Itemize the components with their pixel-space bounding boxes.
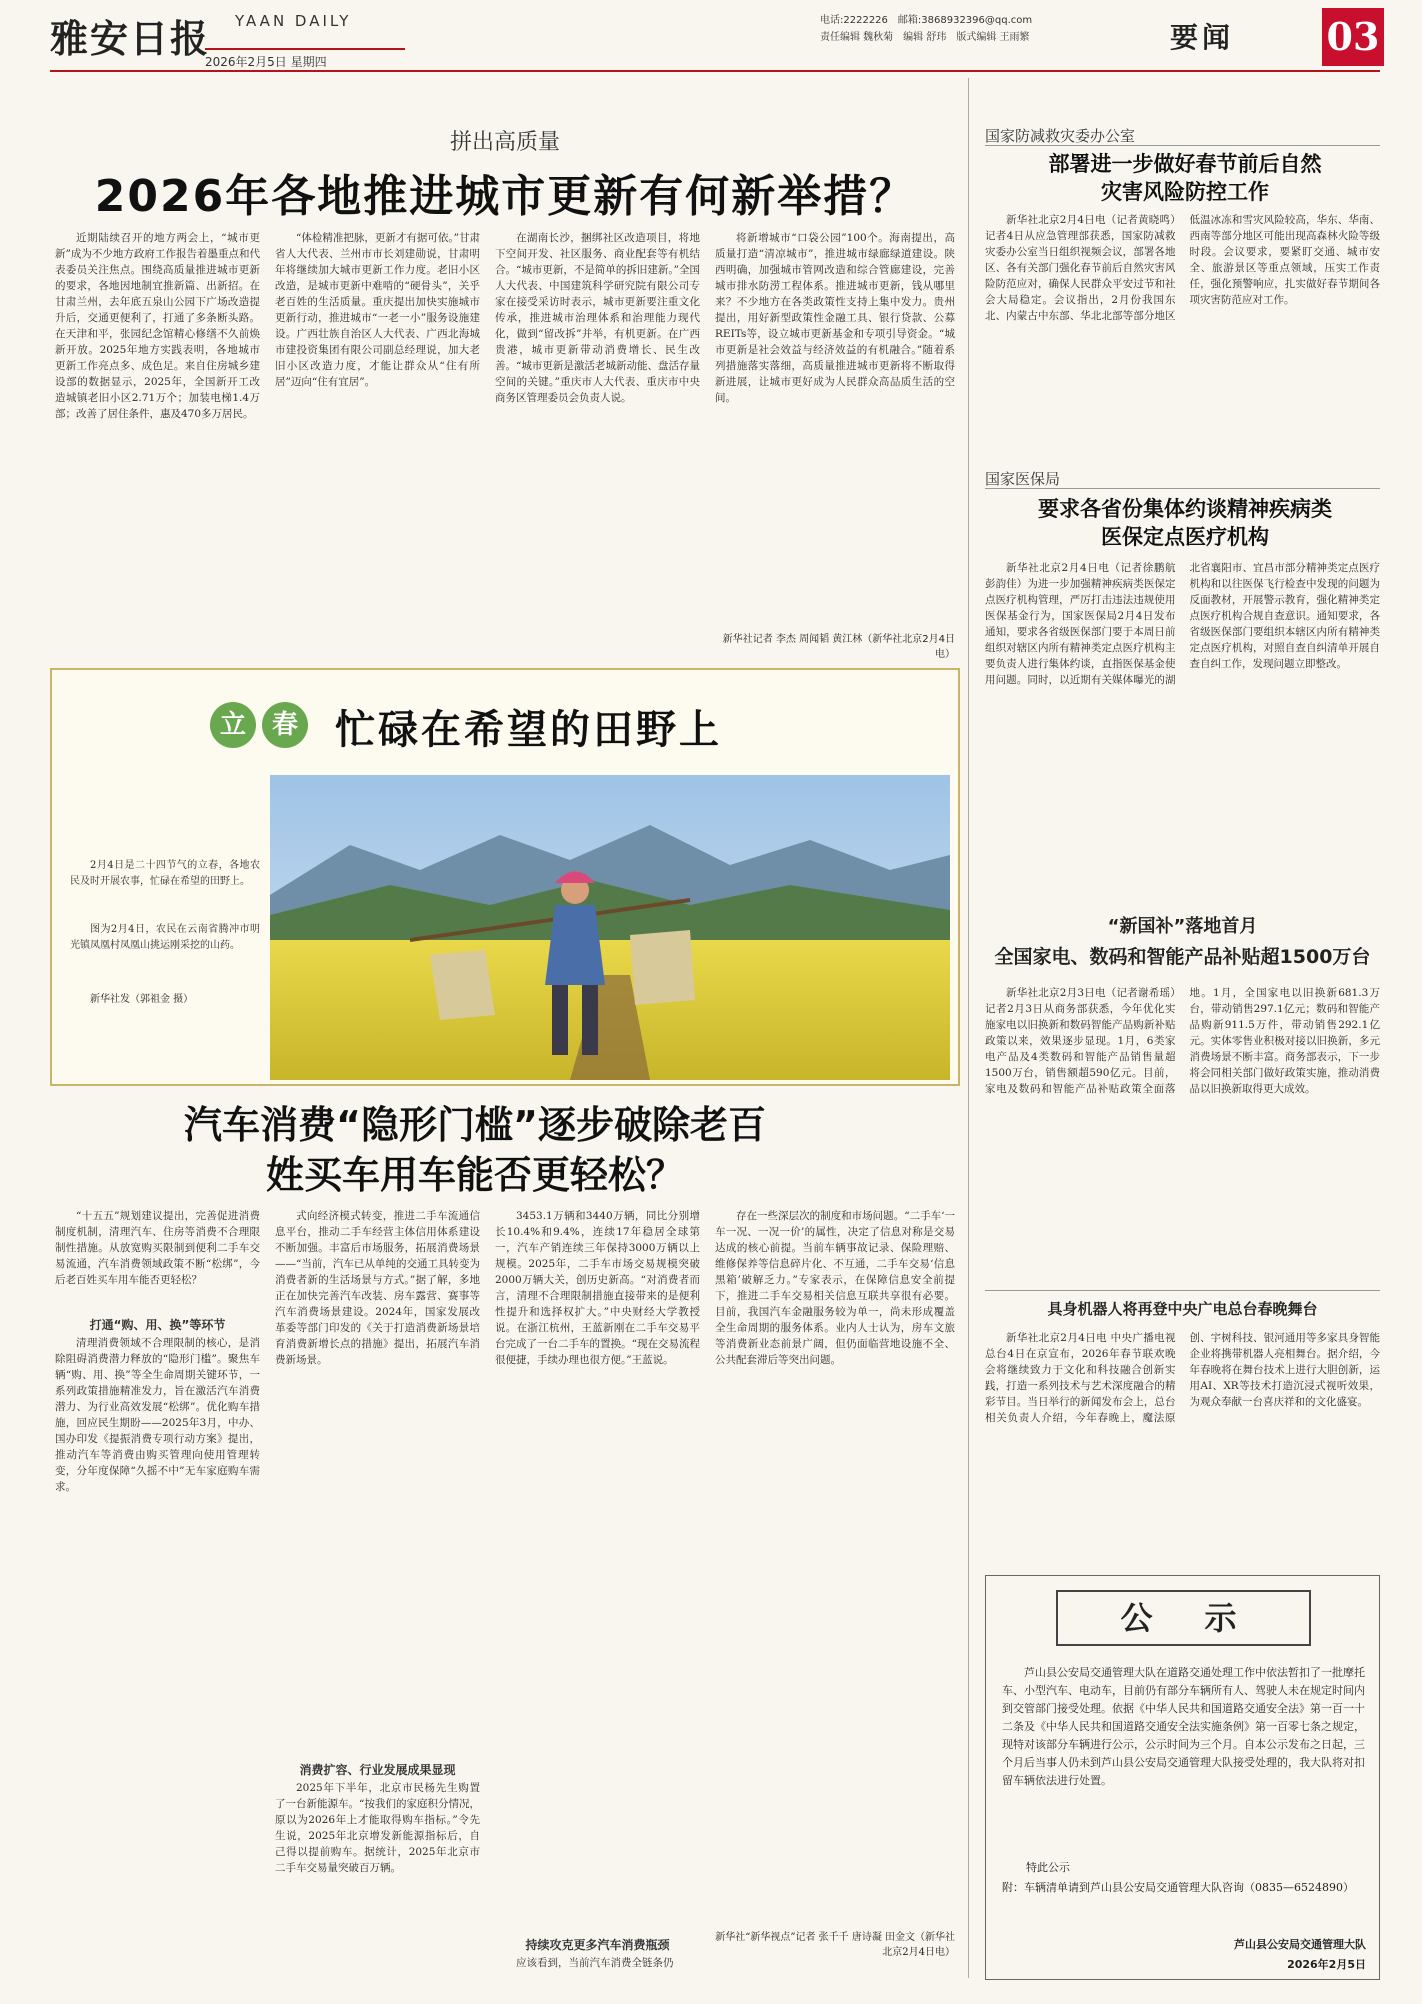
subsidy-headline: 全国家电、数码和智能产品补贴超1500万台: [994, 946, 1371, 968]
notice-title: 公 示: [1056, 1590, 1311, 1646]
contact-line: 电话:2222226 邮箱:3868932396@qq.com: [820, 15, 1033, 26]
notice-closing: 特此公示: [1026, 1861, 1070, 1874]
rapeseed-field-photo: [270, 775, 950, 1080]
column-divider: [968, 78, 969, 1978]
newspaper-name-en: YAAN DAILY: [235, 12, 352, 30]
notice-date: 2026年2月5日: [1287, 1958, 1366, 1971]
auto-col-2: 式向经济模式转变，推进二手车流通信息平台，推动二手车经营主体信用体系建设不断加强。丰富后市场服务，拓展消费场景——“当前，汽车已从单纯的交通工具转变为消费者新的生活场景与方式。”据了解，多地正在加快完善汽车改装、房车露营、赛事等汽车消费场景建设。2024年，国家发展改革委等部门印发的《关于打造消费新场景培育消费新增长点的措施》提出，拓展汽车消费新场景。: [275, 1210, 480, 1366]
lead-headline: 2026年各地推进城市更新有何新举措？: [94, 171, 916, 222]
feature-credit: 新华社发（郭祖金 摄）: [90, 994, 194, 1005]
auto-col-3b: 应该看到，当前汽车消费全链条仍: [516, 1957, 674, 1969]
lead-col-3: 在湖南长沙，捆绑社区改造项目，将地下空间开发、社区服务、商业配套等有机结合。“城市更新，不是简单的拆旧建新。”全国人大代表、中国建筑科学研究院有限公司专家在接受采访时表示，城市更新要注重文化传承，推进城市治理体系和治理能力现代化，做到“留改拆”并举，有机更新。在广西贵港，城市更新带动消费增长、民生改善。“城市更新是激活老城新动能、盘活存量空间的关键。”重庆市人大代表、重庆市中央商务区管理委员会负责人说。: [495, 232, 700, 404]
masthead: [50, 8, 1380, 68]
notice-body: 芦山县公安局交通管理大队在道路交通处理工作中依法暂扣了一批摩托车、小型汽车、电动车，目前仍有部分车辆所有人、驾驶人未在规定时间内到交管部门接受处理。依据《中华人民共和国道路交通安全法》第一百一十二条及《中华人民共和国道路交通安全法实施条例》第一百零七条之规定，现特对该部分车辆进行公示，公示时间为三个月。自本公示发布之日起，三个月后当事人仍未到芦山县公安局交通管理大队接受处理的，我大队将对扣留车辆依法进行处置。: [1002, 1666, 1365, 1787]
auto-subhead-3: 持续攻克更多汽车消费瓶颈: [525, 1938, 670, 1952]
feature-photo: [270, 775, 950, 1080]
section-rule: [985, 1290, 1380, 1291]
auto-headline: 汽车消费“隐形门槛”逐步破除老百姓买车用车能否更轻松？: [184, 1103, 766, 1197]
robot-headline: 具身机器人将再登中央广电总台春晚舞台: [1047, 1300, 1318, 1318]
feature-caption-2: 图为2月4日，农民在云南省腾冲市明光镇凤凰村凤凰山挑运刚采挖的山药。: [70, 924, 260, 951]
robot-body: 新华社北京2月4日电 中央广播电视总台4日在京宣布，2026年春节联欢晚会将继续致力于文化和科技融合创新实践，打造一系列技术与艺术深度融合的精彩节目。当日举行的新闻发布会上，总台相关负责人介绍，今年春晚上，魔法原创、宇树科技、银河通用等多家具身智能企业将携带机器人亮相舞台。据介绍，今年春晚将在舞台技术上进行大胆创新，运用AI、XR等技术打造沉浸式视听效果，为观众奉献一台喜庆祥和的文化盛宴。: [985, 1332, 1380, 1424]
section-rule: [985, 488, 1380, 489]
auto-col-3: 3453.1万辆和3440万辆，同比分别增长10.4%和9.4%，连续17年稳居全球第一，汽车产销连续三年保持3000万辆以上规模。2025年，二手车市场交易规模突破2000万辆大关，创历史新高。“对消费者而言，清理不合理限制措施直接带来的是便利性提升和选择权扩大。”中央财经大学教授说。在浙江杭州，王蓝新刚在二手车交易平台完成了一台二手车的置换。“现在交易流程很便捷，手续办理也很方便。”王蓝说。: [495, 1210, 700, 1366]
auto-subhead-1: 打通“购、用、换”等环节: [89, 1318, 226, 1332]
section-title: 要闻: [1170, 21, 1235, 54]
auto-col-1-intro: “十五五”规划建议提出，完善促进消费制度机制，清理汽车、住房等消费不合理限制性措施。从放宽购买限制到便利二手车交易流通，汽车消费领域政策不断“松绑”，今后老百姓买车用车能否更轻松？: [55, 1210, 260, 1286]
lead-col-2: “体检精准把脉，更新才有据可依。”甘肃省人大代表、兰州市市长刘建勋说，甘肃明年将继续加大城市更新工作力度。老旧小区改造，是城市更新中难啃的“硬骨头”，关乎老百姓的生活质量。重庆提出加快实施城市更新行动，推进城市“一老一小”服务设施建设。广西壮族自治区人大代表、广西北海城市建投资集团有限公司副总经理说，加大老旧小区改造力度，才能让群众从“住有所居”迈向“住有宜居”。: [275, 232, 480, 388]
section-rule: [985, 145, 1380, 146]
badge-li: 立: [210, 702, 256, 748]
notice-org: 芦山县公安局交通管理大队: [1234, 1938, 1366, 1951]
feature-title: 忙碌在希望的田野上: [335, 707, 722, 753]
auto-col-4: 存在一些深层次的制度和市场问题。“二手车‘一车一况、一况一价’的属性，决定了信息对称是交易达成的核心前提。当前车辆事故记录、保险理赔、维修保养等信息碎片化、不互通，二手车交易‘信息黑箱’破解乏力。”专家表示，在保障信息安全前提下，推进二手车交易相关信息互联共享很有必要。目前，我国汽车金融服务较为单一，尚未形成覆盖全生命周期的服务体系。业内人士认为，房车文旅等消费新业态前景广阔，但仍面临营地设施不全、公共配套滞后等突出问题。: [715, 1210, 955, 1366]
notice-box: [985, 1575, 1380, 1980]
issue-date: 2026年2月5日 星期四: [205, 48, 405, 70]
subsidy-body: 新华社北京2月3日电（记者谢希瑶）记者2月3日从商务部获悉，今年优化实施家电以旧换新和数码智能产品购新补贴政策以来，效果逐步显现。1月，6类家电产品及4类数码和智能产品销售量超1500万台，销售额超590亿元。目前，家电及数码和智能产品补贴政策全面落地。1月，全国家电以旧换新681.3万台，带动销售297.1亿元；数码和智能产品购新911.5万件，带动销售292.1亿元。实体零售业积极对接以旧换新，多元消费场景不断丰富。商务部表示，下一步将会同相关部门做好政策实施，推动消费品以旧换新取得更大成效。: [985, 987, 1380, 1095]
disaster-body: 新华社北京2月4日电（记者黄晓鸣）记者4日从应急管理部获悉，国家防减救灾委办公室当日组织视频会议，部署各地区、各有关部门强化春节前后自然灾害风险防范应对，确保人民群众平安过节和社会大局稳定。会议指出，2月份我国东北、内蒙古中东部、华北北部等部分地区低温冰冻和雪灾风险较高，华东、华南、西南等部分地区可能出现高森林火险等级时段。会议要求，要紧盯交通、城市安全、旅游景区等重点领域，压实工作责任，强化预警响应，扎实做好春节期间各项灾害防范应对工作。: [985, 214, 1380, 322]
lead-col-1: 近期陆续召开的地方两会上，“城市更新”成为不少地方政府工作报告着墨重点和代表委员关注焦点。围绕高质量推进城市更新的要求，各地因地制宜推新篇、出新招。在甘肃兰州，去年底五泉山公园下广场改造提升后，交通更便利了，打通了多条断头路。在天津和平，张园纪念馆精心修缮不久前焕新开放。2025年地方实践表明，各地城市更新工作亮点多、成色足。来自住房城乡建设部的数据显示，2025年，全国新开工改造城镇老旧小区2.71万个；加装电梯1.4万部；改善了居住条件，惠及470多万居民。: [55, 232, 260, 420]
badge-chun: 春: [262, 702, 308, 748]
lead-col-4: 将新增城市“口袋公园”100个。海南提出，高质量打造“清凉城市”，推进城市绿廊绿道建设。陕西明确，加强城市管网改造和综合管廊建设，完善城市排水防涝工程体系。推进城市更新，钱从哪里来？不少地方在各类政策性支持上集中发力。贵州提出，用好新型政策性金融工具、银行贷款、公募REITs等，设立城市更新基金和专项引导资金。“城市更新是社会效益与经济效益的有机融合。”随着系列措施落实落细，高质量推进城市更新将不断取得新进展，让城市更好成为人民群众高品质生活的空间。: [715, 232, 955, 404]
disaster-headline: 部署进一步做好春节前后自然灾害风险防控工作: [1048, 152, 1322, 204]
newspaper-logo: 雅安日报: [50, 16, 211, 61]
auto-byline: 新华社“新华视点”记者 张千千 唐诗凝 田金文（新华社北京2月4日电）: [715, 1932, 955, 1958]
feature-caption-1: 2月4日是二十四节气的立春，各地农民及时开展农事，忙碌在希望的田野上。: [70, 860, 260, 887]
auto-col-2b: 2025年下半年，北京市民杨先生购置了一台新能源车。“按我们的家庭积分情况，原以为2026年上才能取得购车指标。”令先生说，2025年北京增发新能源指标后，自己得以提前购车。据统计，2025年北京市二手车交易量突破百万辆。: [275, 1782, 480, 1874]
notice-attachment: 附：车辆清单请到芦山县公安局交通管理大队咨询（0835—6524890）: [1002, 1881, 1354, 1894]
disaster-section-label: 国家防减救灾委办公室: [985, 127, 1136, 145]
medical-section-label: 国家医保局: [985, 470, 1061, 488]
subsidy-kicker: “新国补”落地首月: [1107, 916, 1258, 937]
auto-subhead-2: 消费扩容、行业发展成果显现: [299, 1763, 456, 1777]
lead-byline: 新华社记者 李杰 周闻韬 黄江林（新华社北京2月4日电）: [722, 634, 955, 660]
lead-kicker: 拼出高质量: [449, 130, 560, 155]
auto-col-1: 清理消费领域不合理限制的核心，是消除阻碍消费潜力释放的“隐形门槛”。聚焦车辆“购、用、换”等全生命周期关键环节，一系列政策措施精准发力，旨在激活汽车消费潜力、为行业高效发展“松绑”。优化购车措施，回应民生期盼——2025年3月，中办、国办印发《提振消费专项行动方案》提出，推动汽车等消费由购买管理向使用管理转变，分年度保障“久摇不中”无车家庭购车需求。: [55, 1337, 260, 1493]
masthead-rule: [50, 70, 1380, 72]
medical-headline: 要求各省份集体约谈精神疾病类医保定点医疗机构: [1038, 497, 1332, 549]
medical-body: 新华社北京2月4日电（记者徐鹏航 彭韵佳）为进一步加强精神疾病类医保定点医疗机构管理，严厉打击违法违规使用医保基金行为，国家医保局2月4日发布通知，要求各省级医保部门要于本周日前组织对辖区内所有精神类定点医疗机构主要负责人进行集体约谈，直指医保基金使用问题。同时，以近期有关媒体曝光的湖北省襄阳市、宜昌市部分精神类定点医疗机构和以往医保飞行检查中发现的问题为反面教材，开展警示教育，强化精神类定点医疗机构合规自查意识。通知要求，各省级医保部门要组织本辖区内所有精神类定点医疗机构，对照自查自纠清单开展自查自纠工作，发现问题立即整改。: [985, 562, 1380, 686]
page-number: 03: [1322, 8, 1384, 66]
editors-line: 责任编辑 魏秋菊 编辑 舒玮 版式编辑 王雨繁: [820, 32, 1030, 43]
